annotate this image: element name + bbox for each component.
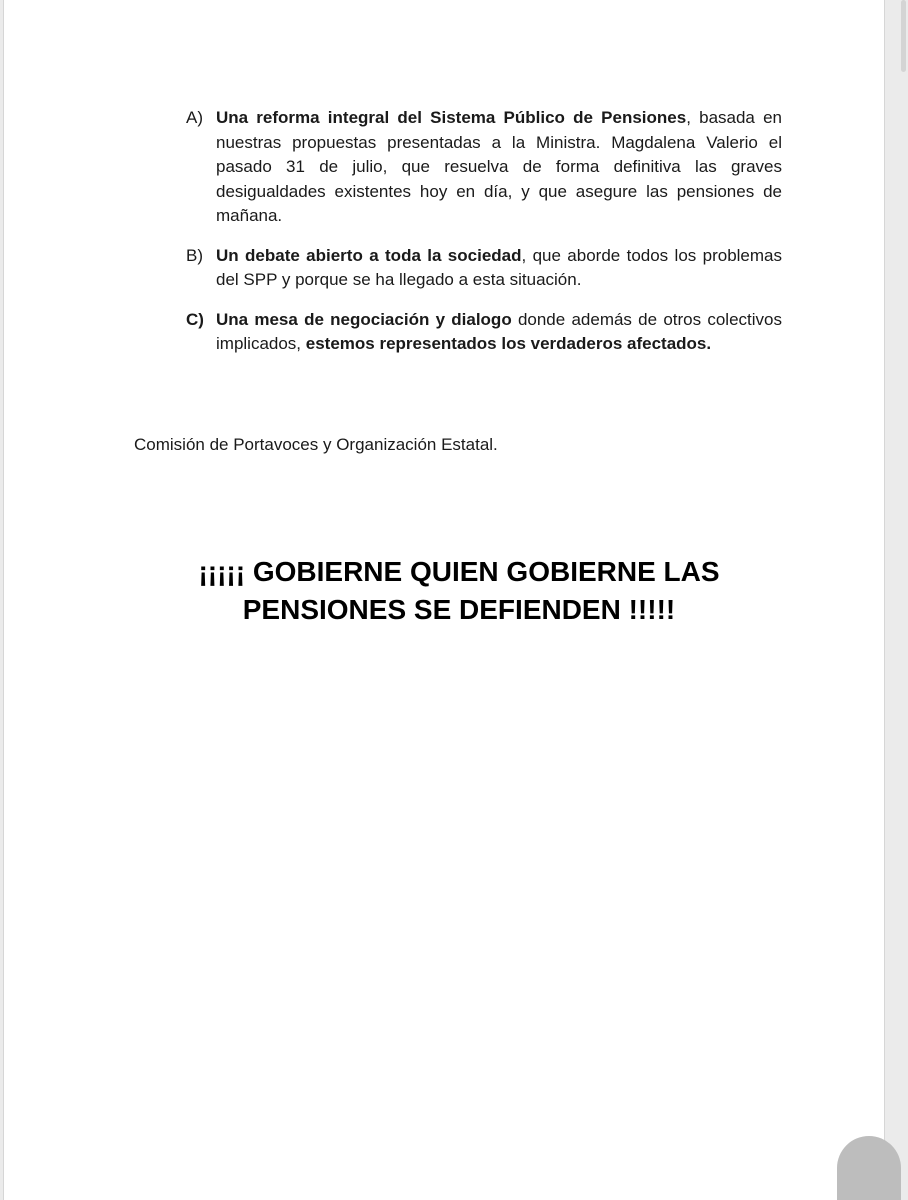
slogan	[104, 553, 814, 629]
list-item-b	[186, 244, 782, 293]
scrollbar-thumb[interactable]	[901, 0, 906, 72]
list-item-b-bold: Un debate abierto a toda la sociedad	[216, 245, 522, 265]
document-page	[3, 0, 885, 1200]
list-item-a	[186, 106, 782, 229]
signature: Comisión de Portavoces y Organización Estatal.	[134, 435, 498, 454]
list-item-a-text	[216, 106, 782, 229]
list-marker-a: A)	[186, 108, 203, 127]
list-item-a-rest: , basada en nuestras propuestas presentadas a la Ministra. Magdalena Valerio el pasado 31 de julio, que resuelva de forma definitiva las graves desigualdades existentes hoy en día, y que asegure las pensiones de mañana.	[216, 108, 782, 225]
floating-action-button[interactable]	[837, 1136, 901, 1200]
list-item-c-bold: Una mesa de negociación y dialogo	[216, 309, 512, 329]
slogan-line-2: PENSIONES SE DEFIENDEN !!!!!	[242, 594, 676, 625]
slogan-line-1: ¡¡¡¡¡ GOBIERNE QUIEN GOBIERNE LAS	[198, 556, 720, 587]
list-item-b-rest: , que aborde todos los problemas del SPP y porque se ha llegado a esta situación.	[216, 245, 783, 289]
list-item-c	[186, 308, 782, 357]
list-item-c-bold-end: estemos representados los verdaderos afectados.	[305, 334, 712, 353]
list-item-c-middle: donde además de otros colectivos implicados,	[216, 309, 782, 353]
list-marker-b: B)	[186, 245, 203, 265]
list-item-c-text	[216, 308, 782, 357]
list-item-a-bold: Una reforma integral del Sistema Público de Pensiones	[216, 108, 687, 127]
list-item-b-text	[216, 244, 782, 293]
demands-list	[186, 106, 782, 372]
list-marker-c: C)	[186, 309, 204, 329]
